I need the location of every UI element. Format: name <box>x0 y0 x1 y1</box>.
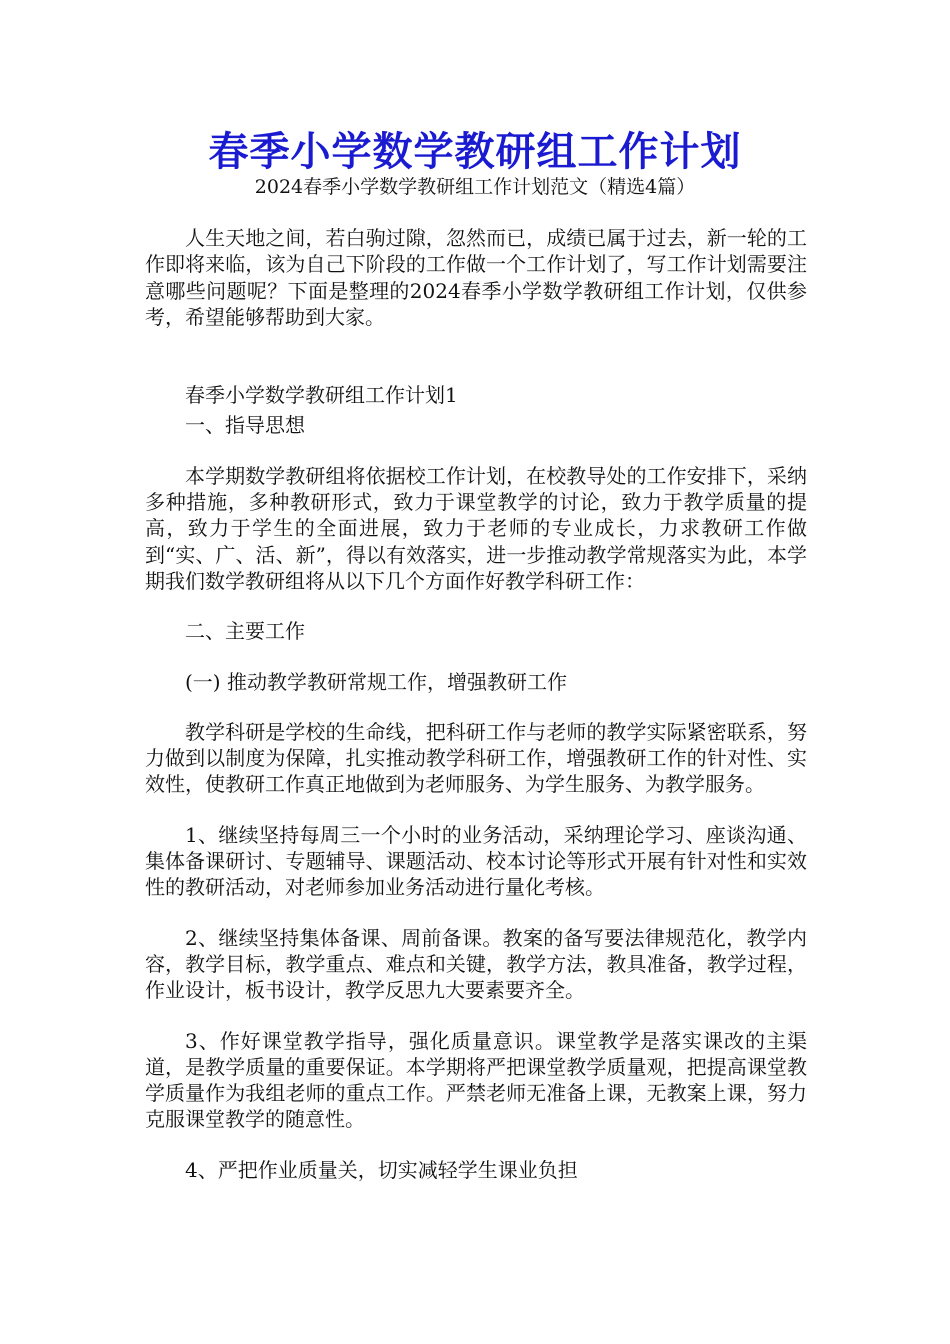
list-item: 2、继续坚持集体备课、周前备课。教案的备写要法律规范化，教学内容，教学目标，教学重点、难点和关键，教学方法，教具准备，教学过程，作业设计，板书设计，教学反思九大要素要齐全。 <box>145 925 807 1003</box>
list-item: 4、严把作业质量关，切实减轻学生课业负担 <box>185 1157 578 1182</box>
subheading-routine-work: (一) 推动教学教研常规工作，增强教研工作 <box>185 669 567 694</box>
intro-paragraph: 人生天地之间，若白驹过隙，忽然而已，成绩已属于过去，新一轮的工作即将来临，该为自己下阶段的工作做一个工作计划了，写工作计划需要注意哪些问题呢？下面是整理的2024春季小学数学教研组工作计划，仅供参考，希望能够帮助到大家。 <box>145 226 807 329</box>
heading-main-work: 二、主要工作 <box>185 619 305 644</box>
section-title: 春季小学数学教研组工作计划1 <box>185 383 458 408</box>
document-subtitle: 2024春季小学数学教研组工作计划范文（精选4篇） <box>254 176 696 198</box>
list-item: 1、继续坚持每周三一个小时的业务活动，采纳理论学习、座谈沟通、集体备课研讨、专题辅导、课题活动、校本讨论等形式开展有针对性和实效性的教研活动，对老师参加业务活动进行量化考核。 <box>145 822 807 900</box>
list-item: 3、作好课堂教学指导，强化质量意识。课堂教学是落实课改的主渠道，是教学质量的重要保证。本学期将严把课堂教学质量观，把提高课堂教学质量作为我组老师的重点工作。严禁老师无准备上课，无教案上课，努力克服课堂教学的随意性。 <box>145 1028 807 1132</box>
paragraph-guiding-thought: 本学期数学教研组将依据校工作计划，在校教导处的工作安排下，采纳多种措施，多种教研形式，致力于课堂教学的讨论，致力于教学质量的提高，致力于学生的全面进展，致力于老师的专业成长，力求教研工作做到“实、广、活、新”，得以有效落实，进一步推动教学常规落实为此，本学期我们数学教研组将从以下几个方面作好教学科研工作： <box>145 463 807 593</box>
paragraph-research: 教学科研是学校的生命线，把科研工作与老师的教学实际紧密联系，努力做到以制度为保障，扎实推动教学科研工作，增强教研工作的针对性、实效性，使教研工作真正地做到为老师服务、为学生服务、为教学服务。 <box>145 719 807 797</box>
document-body <box>145 225 807 1183</box>
heading-guiding-thought: 一、指导思想 <box>185 413 305 438</box>
document-title: 春季小学数学教研组工作计划 <box>208 128 742 175</box>
